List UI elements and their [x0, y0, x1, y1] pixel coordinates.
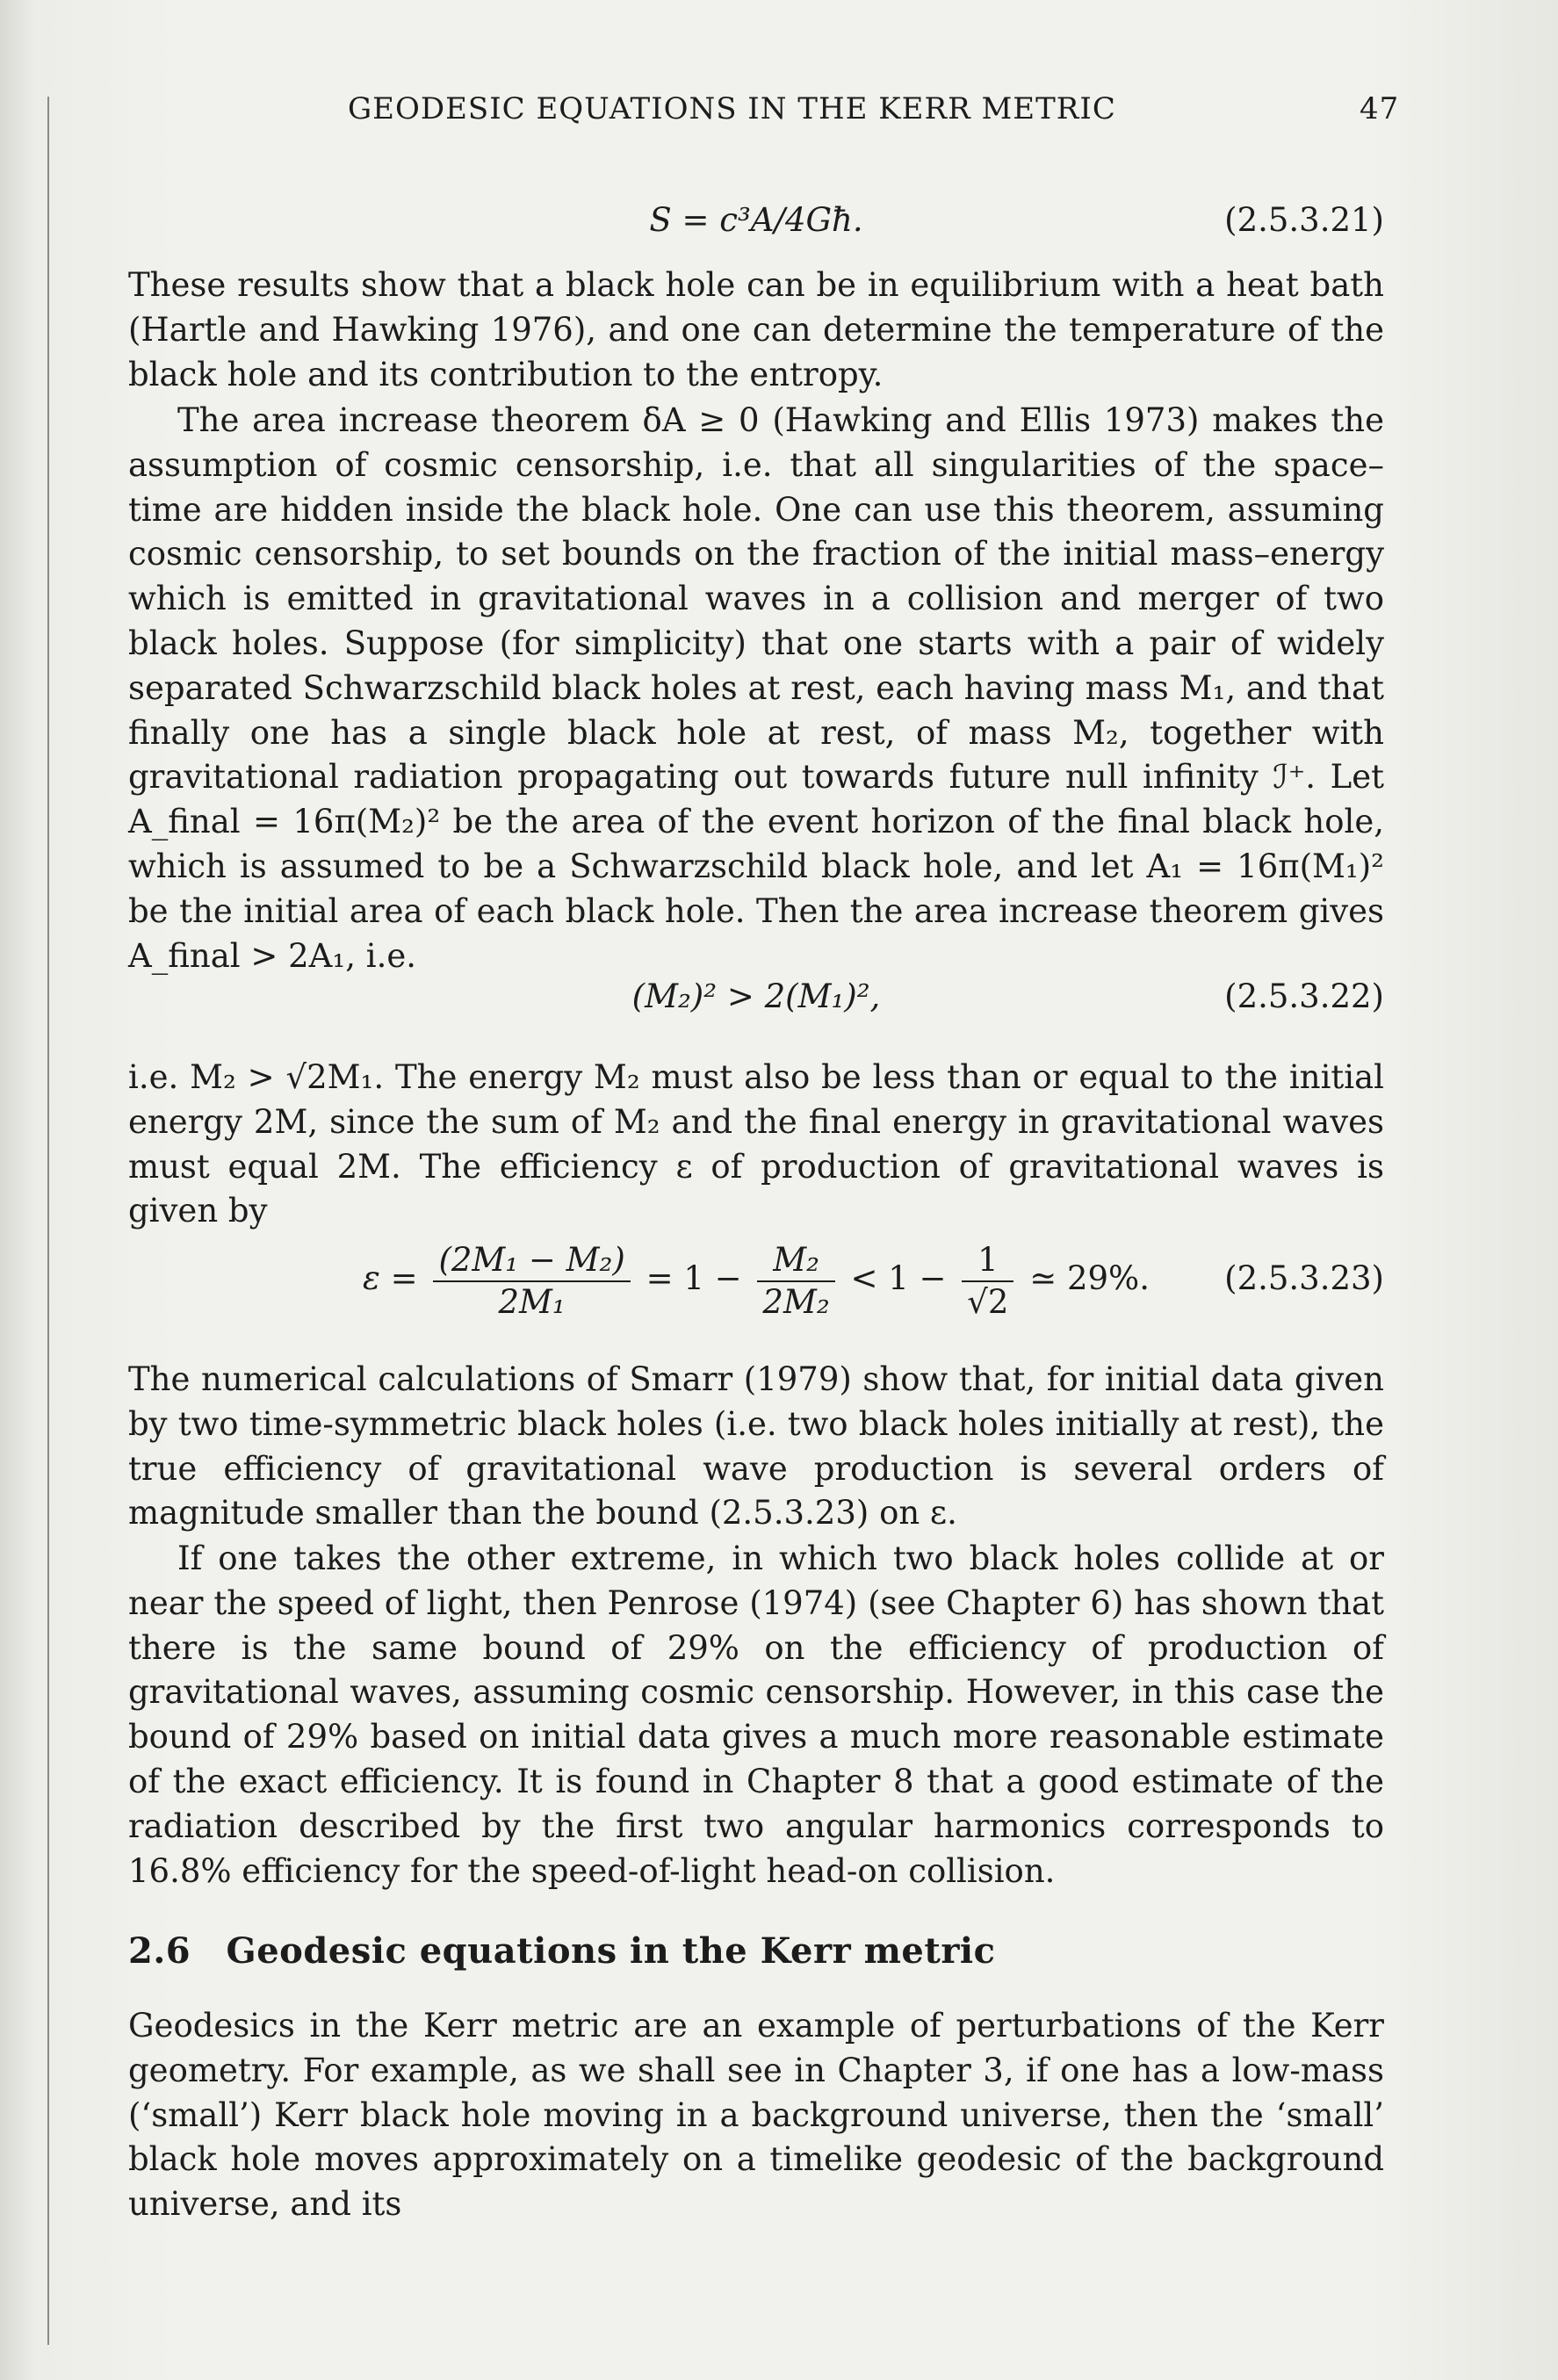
eq-lhs: ε =: [363, 1259, 418, 1297]
fraction-numerator: (2M₁ − M₂): [433, 1240, 630, 1282]
equation-label: (2.5.3.23): [1224, 1259, 1384, 1297]
equation-2-5-3-21: [128, 198, 1384, 242]
paragraph-text: If one takes the other extreme, in which two black holes collide at or near the speed of light, then Penrose (1974) (see Chapter 6) has shown that there is the same bound of 29% on the efficiency of production of gravitational waves, assuming cosmic censorship. However, in this case the bound of 29% based on initial data gives a much more reasonable estimate of the exact efficiency. It is found in Chapter 8 that a good estimate of the radiation described by the first two angular harmonics corresponds to 16.8% efficiency for the speed-of-light head-on collision.: [128, 1540, 1384, 1890]
equation-expression: [128, 1226, 1384, 1331]
fraction-denominator: 2M₂: [762, 1282, 830, 1321]
equation-2-5-3-22: [128, 975, 1384, 1019]
equation-expression: S = c³A/4Għ.: [649, 201, 863, 239]
fraction-2: [757, 1240, 834, 1323]
paragraph-text: The area increase theorem δA ≥ 0 (Hawking and Ellis 1973) makes the assumption of cosmic censorship, i.e. that all singularities of the space–time are hidden inside the black hole. One can use this theorem, assuming cosmic censorship, to set bounds on the fraction of the initial mass–energy which is emitted in gravitational waves in a collision and merger of two black holes. Suppose (for simplicity) that one starts with a pair of widely separated Schwarzschild black holes at rest, each having mass M₁, and that finally one has a single black hole at rest, of mass M₂, together with gravitational radiation propagating out towards future null infinity ℐ⁺. Let A_final = 16π(M₂)² be the area of the event horizon of the final black hole, which is assumed to be a Schwarzschild black hole, and let A₁ = 16π(M₁)² be the initial area of each black hole. Then the area increase theorem gives A_final > 2A₁, i.e.: [128, 401, 1384, 975]
fraction-numerator: M₂: [757, 1240, 834, 1282]
binding-edge-line: [47, 97, 49, 2345]
section-heading: [128, 1930, 995, 1972]
paragraph-penrose: [128, 1537, 1384, 1893]
fraction-numerator: 1: [962, 1240, 1013, 1282]
fraction-1: [433, 1240, 630, 1323]
eq-mid-1: = 1 −: [646, 1259, 742, 1297]
paragraph-area-theorem: [128, 399, 1384, 978]
equation-label: (2.5.3.22): [1224, 977, 1384, 1015]
running-header: [0, 91, 1558, 135]
fraction-3: [962, 1240, 1013, 1323]
section-title: Geodesic equations in the Kerr metric: [226, 1930, 996, 1972]
paragraph-smarr: [128, 1358, 1384, 1536]
equation-2-5-3-23: [128, 1226, 1384, 1331]
paragraph-equilibrium: [128, 263, 1384, 397]
paragraph-text: The numerical calculations of Smarr (1979) show that, for initial data given by two time-symmetric black holes (i.e. two black holes initially at rest), the true efficiency of gravitational wave production is several orders of magnitude smaller than the bound (2.5.3.23) on ε.: [128, 1360, 1384, 1533]
page-number: 47: [1360, 91, 1400, 126]
fraction-denominator: 2M₁: [498, 1282, 566, 1321]
paragraph-efficiency: [128, 1056, 1384, 1234]
paragraph-text: i.e. M₂ > √2M₁. The energy M₂ must also be less than or equal to the initial energy 2M, since the sum of M₂ and the final energy in gravitational waves must equal 2M. The efficiency ε of production of gravitational waves is given by: [128, 1058, 1384, 1230]
paragraph-geodesics: [128, 2004, 1384, 2227]
eq-mid-2: < 1 −: [850, 1259, 947, 1297]
fraction-denominator: √2: [967, 1282, 1009, 1321]
equation-label: (2.5.3.21): [1224, 201, 1384, 239]
section-number: 2.6: [128, 1930, 191, 1972]
paragraph-text: Geodesics in the Kerr metric are an example of perturbations of the Kerr geometry. For example, as we shall see in Chapter 3, if one has a low-mass (‘small’) Kerr black hole moving in a background universe, then the ‘small’ black hole moves approximately on a timelike geodesic of the background universe, and its: [128, 2007, 1384, 2224]
running-title: GEODESIC EQUATIONS IN THE KERR METRIC: [348, 91, 1116, 126]
paragraph-text: These results show that a black hole can be in equilibrium with a heat bath (Hartle and Hawking 1976), and one can determine the temperature of the black hole and its contribution to the entropy.: [128, 266, 1384, 393]
equation-expression: (M₂)² > 2(M₁)²,: [631, 977, 881, 1015]
eq-tail: ≃ 29%.: [1029, 1259, 1150, 1297]
